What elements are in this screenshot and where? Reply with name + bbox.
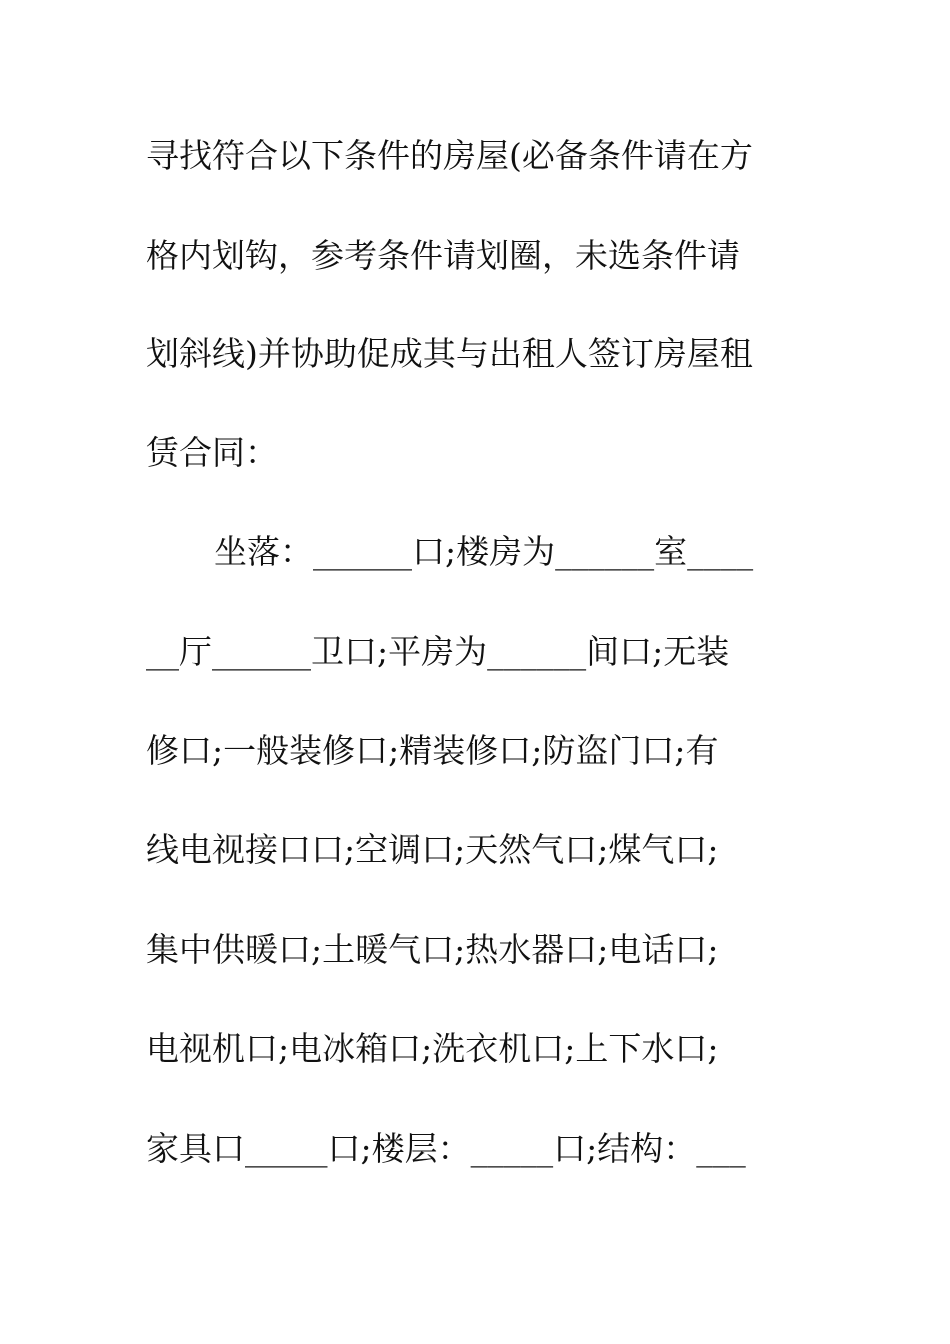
paragraph-line-8: 线电视接口口;空调口;天然气口;煤气口; — [146, 830, 719, 869]
paragraph-line-2: 格内划钩，参考条件请划圈，未选条件请 — [146, 236, 740, 275]
paragraph-line-9: 集中供暖口;土暖气口;热水器口;电话口; — [146, 930, 719, 969]
paragraph-line-11: 家具口_____口;楼层：_____口;结构：___ — [146, 1129, 746, 1168]
paragraph-line-3: 划斜线)并协助促成其与出租人签订房屋租 — [146, 334, 753, 373]
paragraph-line-10: 电视机口;电冰箱口;洗衣机口;上下水口; — [146, 1029, 719, 1068]
paragraph-line-5: 坐落：______口;楼房为______室____ — [214, 532, 754, 571]
paragraph-line-6: __厅______卫口;平房为______间口;无装 — [146, 632, 730, 671]
paragraph-line-7: 修口;一般装修口;精装修口;防盗门口;有 — [146, 731, 719, 770]
paragraph-line-1: 寻找符合以下条件的房屋(必备条件请在方 — [146, 136, 753, 175]
paragraph-line-4: 赁合同： — [146, 433, 278, 472]
